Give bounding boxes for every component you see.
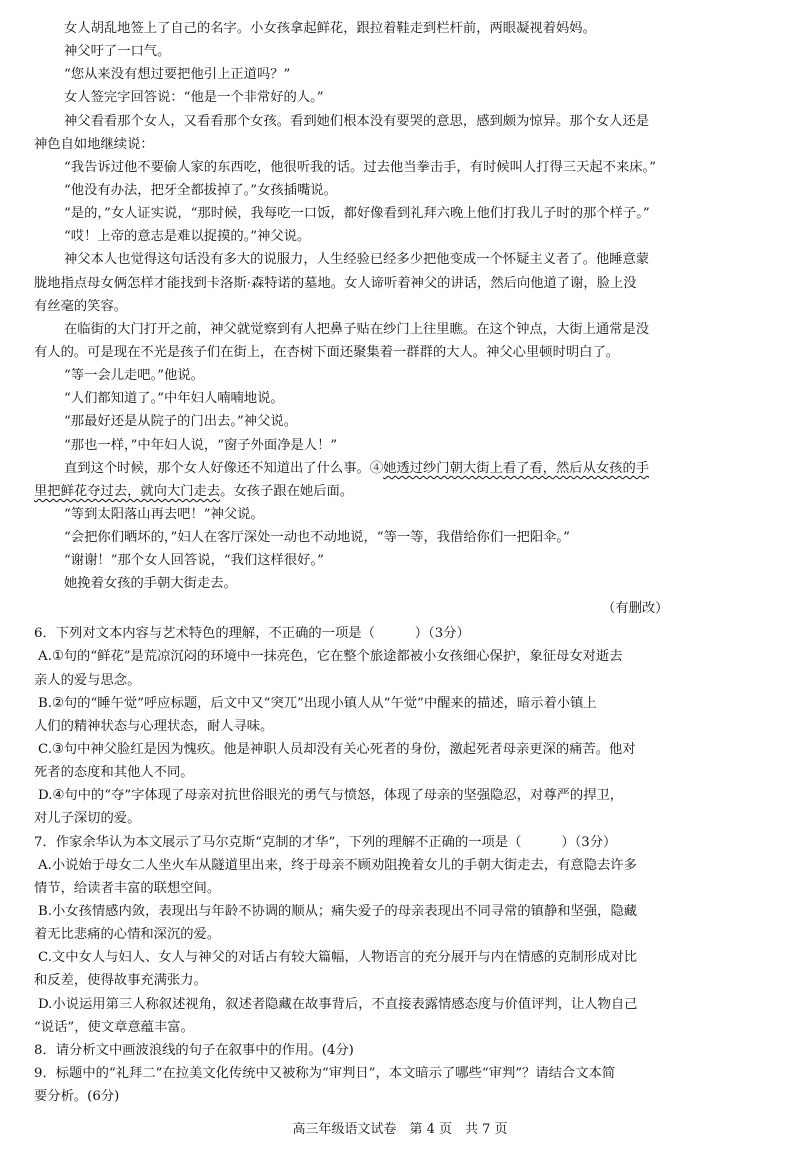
story-paragraph: 神色自如地继续说： — [34, 137, 154, 152]
story-paragraph: “是的，”女人证实说，“那时候，我每吃一口饭，都好像看到礼拜六晚上他们打我儿子时的那个样子。” — [64, 206, 650, 221]
story-paragraph: “我告诉过他不要偷人家的东西吃，他很听我的话。过去他当拳击手，有时候叫人打得三天起不来床。” — [64, 160, 657, 175]
q6-option-a: 亲人的爱与思念。 — [34, 673, 141, 688]
question-9: 要分析。(6分) — [34, 1089, 120, 1104]
story-paragraph: 神父看看那个女人，又看看那个女孩。看到她们根本没有要哭的意思，感到颇为惊异。那个女人还是 — [64, 114, 650, 129]
story-paragraph: “哎！上帝的意志是难以捉摸的。”神父说。 — [64, 229, 311, 244]
q7-option-d: D.小说运用第三人称叙述视角，叙述者隐藏在故事背后，不直接表露情感态度与价值评判，让人物自己 — [38, 997, 638, 1012]
q7-option-c: C.文中女人与妇人、女人与神父的对话占有较大篇幅，人物语言的充分展开与内在情感的克制形成对比 — [38, 950, 637, 965]
story-text: 。女孩子跟在她后面。 — [220, 484, 354, 499]
story-paragraph: “等到太阳落山再去吧！”神父说。 — [64, 507, 264, 522]
story-paragraph: 有人的。可是现在不光是孩子们在街上，在杏树下面还聚集着一群群的大人。神父心里顿时明白了。 — [34, 345, 620, 360]
page-footer: 高三年级语文试卷 第 4 页 共 7 页 — [292, 1122, 508, 1137]
q6-option-a: A.①句的“鲜花”是荒凉沉闷的环境中一抹亮色，它在整个旅途都被小女孩细心保护，象征母女对逝去 — [38, 649, 623, 664]
q7-option-a: A.小说始于母女二人坐火车从隧道里出来，终于母亲不顾劝阻挽着女儿的手朝大街走去，有意隐去许多 — [38, 858, 637, 873]
question-6: 6．下列对文本内容与艺术特色的理解，不正确的一项是（ ）（3分） — [34, 626, 470, 641]
story-paragraph-with-wavy-sentence — [0, 460, 800, 477]
story-text: 直到这个时候，那个女人好像还不知道出了什么事。④ — [64, 461, 384, 476]
story-paragraph: 胧地指点母女俩怎样才能找到卡洛斯·森特诺的墓地。女人谛听着神父的讲话，然后向他道了谢，脸上没 — [34, 276, 637, 291]
q6-option-b: B.②句的“睡午觉”呼应标题，后文中又“突兀”出现小镇人从“午觉”中醒来的描述，暗示着小镇上 — [38, 696, 597, 711]
question-7: 7．作家余华认为本文展示了马尔克斯“克制的才华”，下列的理解不正确的一项是（ ）（3分） — [34, 835, 617, 850]
wavy-underlined-sentence: 里把鲜花夺过去，就向大门走去 — [34, 484, 221, 499]
q7-option-a: 情节，给读者丰富的联想空间。 — [34, 881, 221, 896]
story-paragraph: 神父本人也觉得这句话没有多大的说服力，人生经验已经多少把他变成一个怀疑主义者了。他睡意蒙 — [64, 252, 650, 267]
wavy-underlined-sentence: 她透过纱门朝大街上看了看，然后从女孩的手 — [383, 461, 650, 476]
story-paragraph: 她挽着女孩的手朝大街走去。 — [64, 576, 237, 591]
story-paragraph: “会把你们晒坏的，”妇人在客厅深处一动也不动地说，“等一等，我借给你们一把阳伞。” — [64, 530, 570, 545]
story-paragraph: “您从来没有想过要把他引上正道吗？” — [64, 67, 291, 82]
story-paragraph: “那最好还是从院子的门出去。”神父说。 — [64, 414, 297, 429]
story-paragraph: 有丝毫的笑容。 — [34, 299, 128, 314]
source-note: （有删改） — [602, 601, 669, 616]
question-8: 8．请分析文中画波浪线的句子在叙事中的作用。(4分) — [34, 1043, 354, 1058]
story-paragraph: “那也一样，”中年妇人说，“窗子外面净是人！” — [64, 438, 338, 453]
q6-option-d: D.④句中的“夺”字体现了母亲对抗世俗眼光的勇气与愤怒，体现了母亲的坚强隐忍，对尊严的捍卫， — [38, 788, 624, 803]
q6-option-d: 对儿子深切的爱。 — [34, 811, 141, 826]
question-9: 9．标题中的“礼拜二”在拉美文化传统中又被称为“审判日”，本文暗示了哪些“审判”？请结合文本简 — [34, 1066, 616, 1081]
q6-option-b: 人们的精神状态与心理状态，耐人寻味。 — [34, 719, 274, 734]
story-paragraph: “他没有办法，把牙全都拔掉了。”女孩插嘴说。 — [64, 183, 337, 198]
story-paragraph: “人们都知道了。”中年妇人喃喃地说。 — [64, 391, 284, 406]
story-paragraph: “等一会儿走吧。”他说。 — [64, 368, 204, 383]
q7-option-b: 着无比悲痛的心情和深沉的爱。 — [34, 927, 221, 942]
story-paragraph: 女人胡乱地签上了自己的名字。小女孩拿起鲜花，跟拉着鞋走到栏杆前，两眼凝视着妈妈。 — [64, 21, 596, 36]
q7-option-b: B.小女孩情感内敛，表现出与年龄不协调的顺从；痛失爱子的母亲表现出不同寻常的镇静和坚强，隐藏 — [38, 904, 638, 919]
q6-option-c: C.③句中神父脸红是因为愧疚。他是神职人员却没有关心死者的身份，激起死者母亲更深的痛苦。他对 — [38, 742, 636, 757]
q6-option-c: 死者的态度和其他人不同。 — [34, 765, 194, 780]
q7-option-c: 和反差，使得故事充满张力。 — [34, 973, 207, 988]
story-paragraph: 在临街的大门打开之前，神父就觉察到有人把鼻子贴在纱门上往里瞧。在这个钟点，大街上通常是没 — [64, 322, 650, 337]
story-paragraph: 女人签完字回答说：“他是一个非常好的人。” — [64, 90, 324, 105]
story-paragraph: “谢谢！”那个女人回答说，“我们这样很好。” — [64, 553, 324, 568]
story-paragraph-with-wavy-sentence — [0, 483, 800, 500]
q7-option-d: “说话”，使文章意蕴丰富。 — [34, 1020, 194, 1035]
story-paragraph: 神父吁了一口气。 — [64, 44, 171, 59]
